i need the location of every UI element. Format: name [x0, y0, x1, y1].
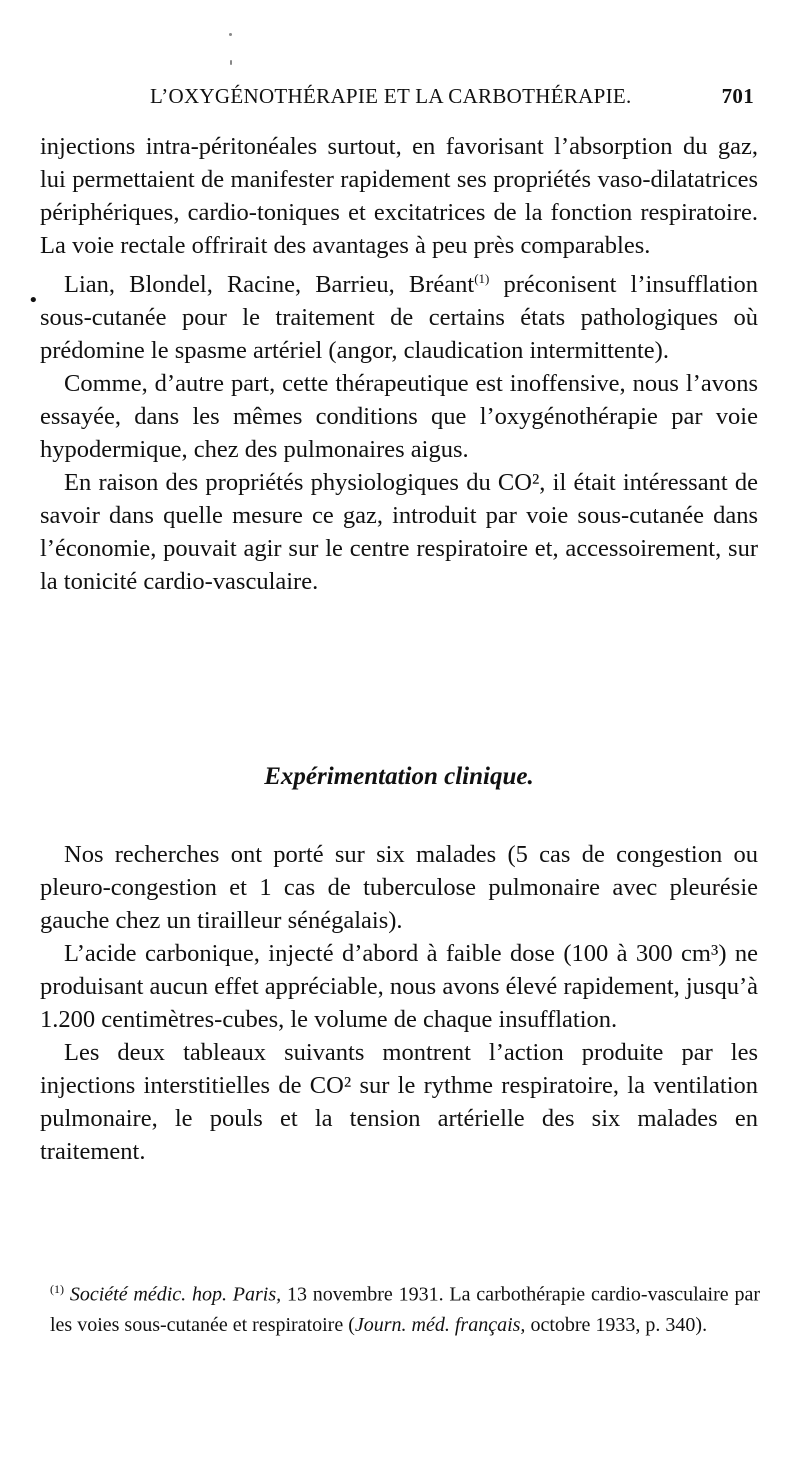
- paragraph: En raison des propriétés physiologiques du CO², il était intéressant de savoir dans quelle mesure ce gaz, introduit par voie sous-cutanée dans l’économie, pouvait agir sur le centre respiratoire et, accessoirement, sur la tonicité cardio-vasculaire.: [40, 469, 758, 596]
- footnote: [50, 1274, 760, 1340]
- footnote-text: octobre 1933, p. 340).: [525, 1313, 708, 1336]
- paragraph: [40, 262, 758, 367]
- paragraph: injections intra-péritonéales surtout, en favorisant l’absorption du gaz, lui permettaient de manifester rapidement ses propriétés vaso-dilatatrices périphériques, cardio-toniques et excitatrices de la fonction respiratoire. La voie rectale offrirait des avantages à peu près comparables.: [40, 133, 758, 259]
- footnote-journal: Journ. méd. français,: [354, 1313, 526, 1336]
- print-speck: [229, 33, 232, 36]
- footnote-text: 13 novembre 1931. La carbothérapie cardio-vasculaire par les voies sous-cutanée et respiratoire (: [50, 1283, 761, 1336]
- paragraph: L’acide carbonique, injecté d’abord à faible dose (100 à 300 cm³) ne produisant aucun effet appréciable, nous avons élevé rapidement, jusqu’à 1.200 centimètres-cubes, le volume de chaque insufflation.: [40, 940, 758, 1033]
- print-speck: [230, 60, 232, 65]
- footnote-source: Société médic. hop. Paris,: [69, 1283, 282, 1306]
- section-text-block: [40, 838, 758, 1168]
- body-text-block: [40, 130, 758, 598]
- paragraph: Les deux tableaux suivants montrent l’action produite par les injections interstitielles de CO² sur le rythme respiratoire, la ventilation pulmonaire, le pouls et la tension artérielle des six malades en traitement.: [40, 1039, 758, 1165]
- running-header: [150, 84, 754, 118]
- page-number: 701: [721, 84, 754, 108]
- bullet-mark: •: [28, 290, 39, 311]
- paragraph-text: Lian, Blondel, Racine, Barrieu, Bréant: [64, 271, 475, 299]
- paragraph: Comme, d’autre part, cette thérapeutique est inoffensive, nous l’avons essayée, dans les mêmes conditions que l’oxygénothérapie par voie hypodermique, chez des pulmonaires aigus.: [40, 370, 758, 464]
- paragraph-text: préconisent l’insufflation sous-cutanée pour le traitement de certains états pathologiques où prédomine le spasme artériel (angor, claudication intermittente).: [40, 271, 758, 365]
- footnote-reference: (1): [474, 271, 490, 286]
- section-heading: Expérimentation clinique.: [264, 763, 534, 790]
- running-title: L’OXYGÉNOTHÉRAPIE ET LA CARBOTHÉRAPIE.: [150, 84, 632, 108]
- footnote-marker: (1): [50, 1282, 64, 1296]
- paragraph: Nos recherches ont porté sur six malades (5 cas de congestion ou pleuro-congestion et 1 cas de tuberculose pulmonaire avec pleurésie gauche chez un tirailleur sénégalais).: [40, 841, 758, 934]
